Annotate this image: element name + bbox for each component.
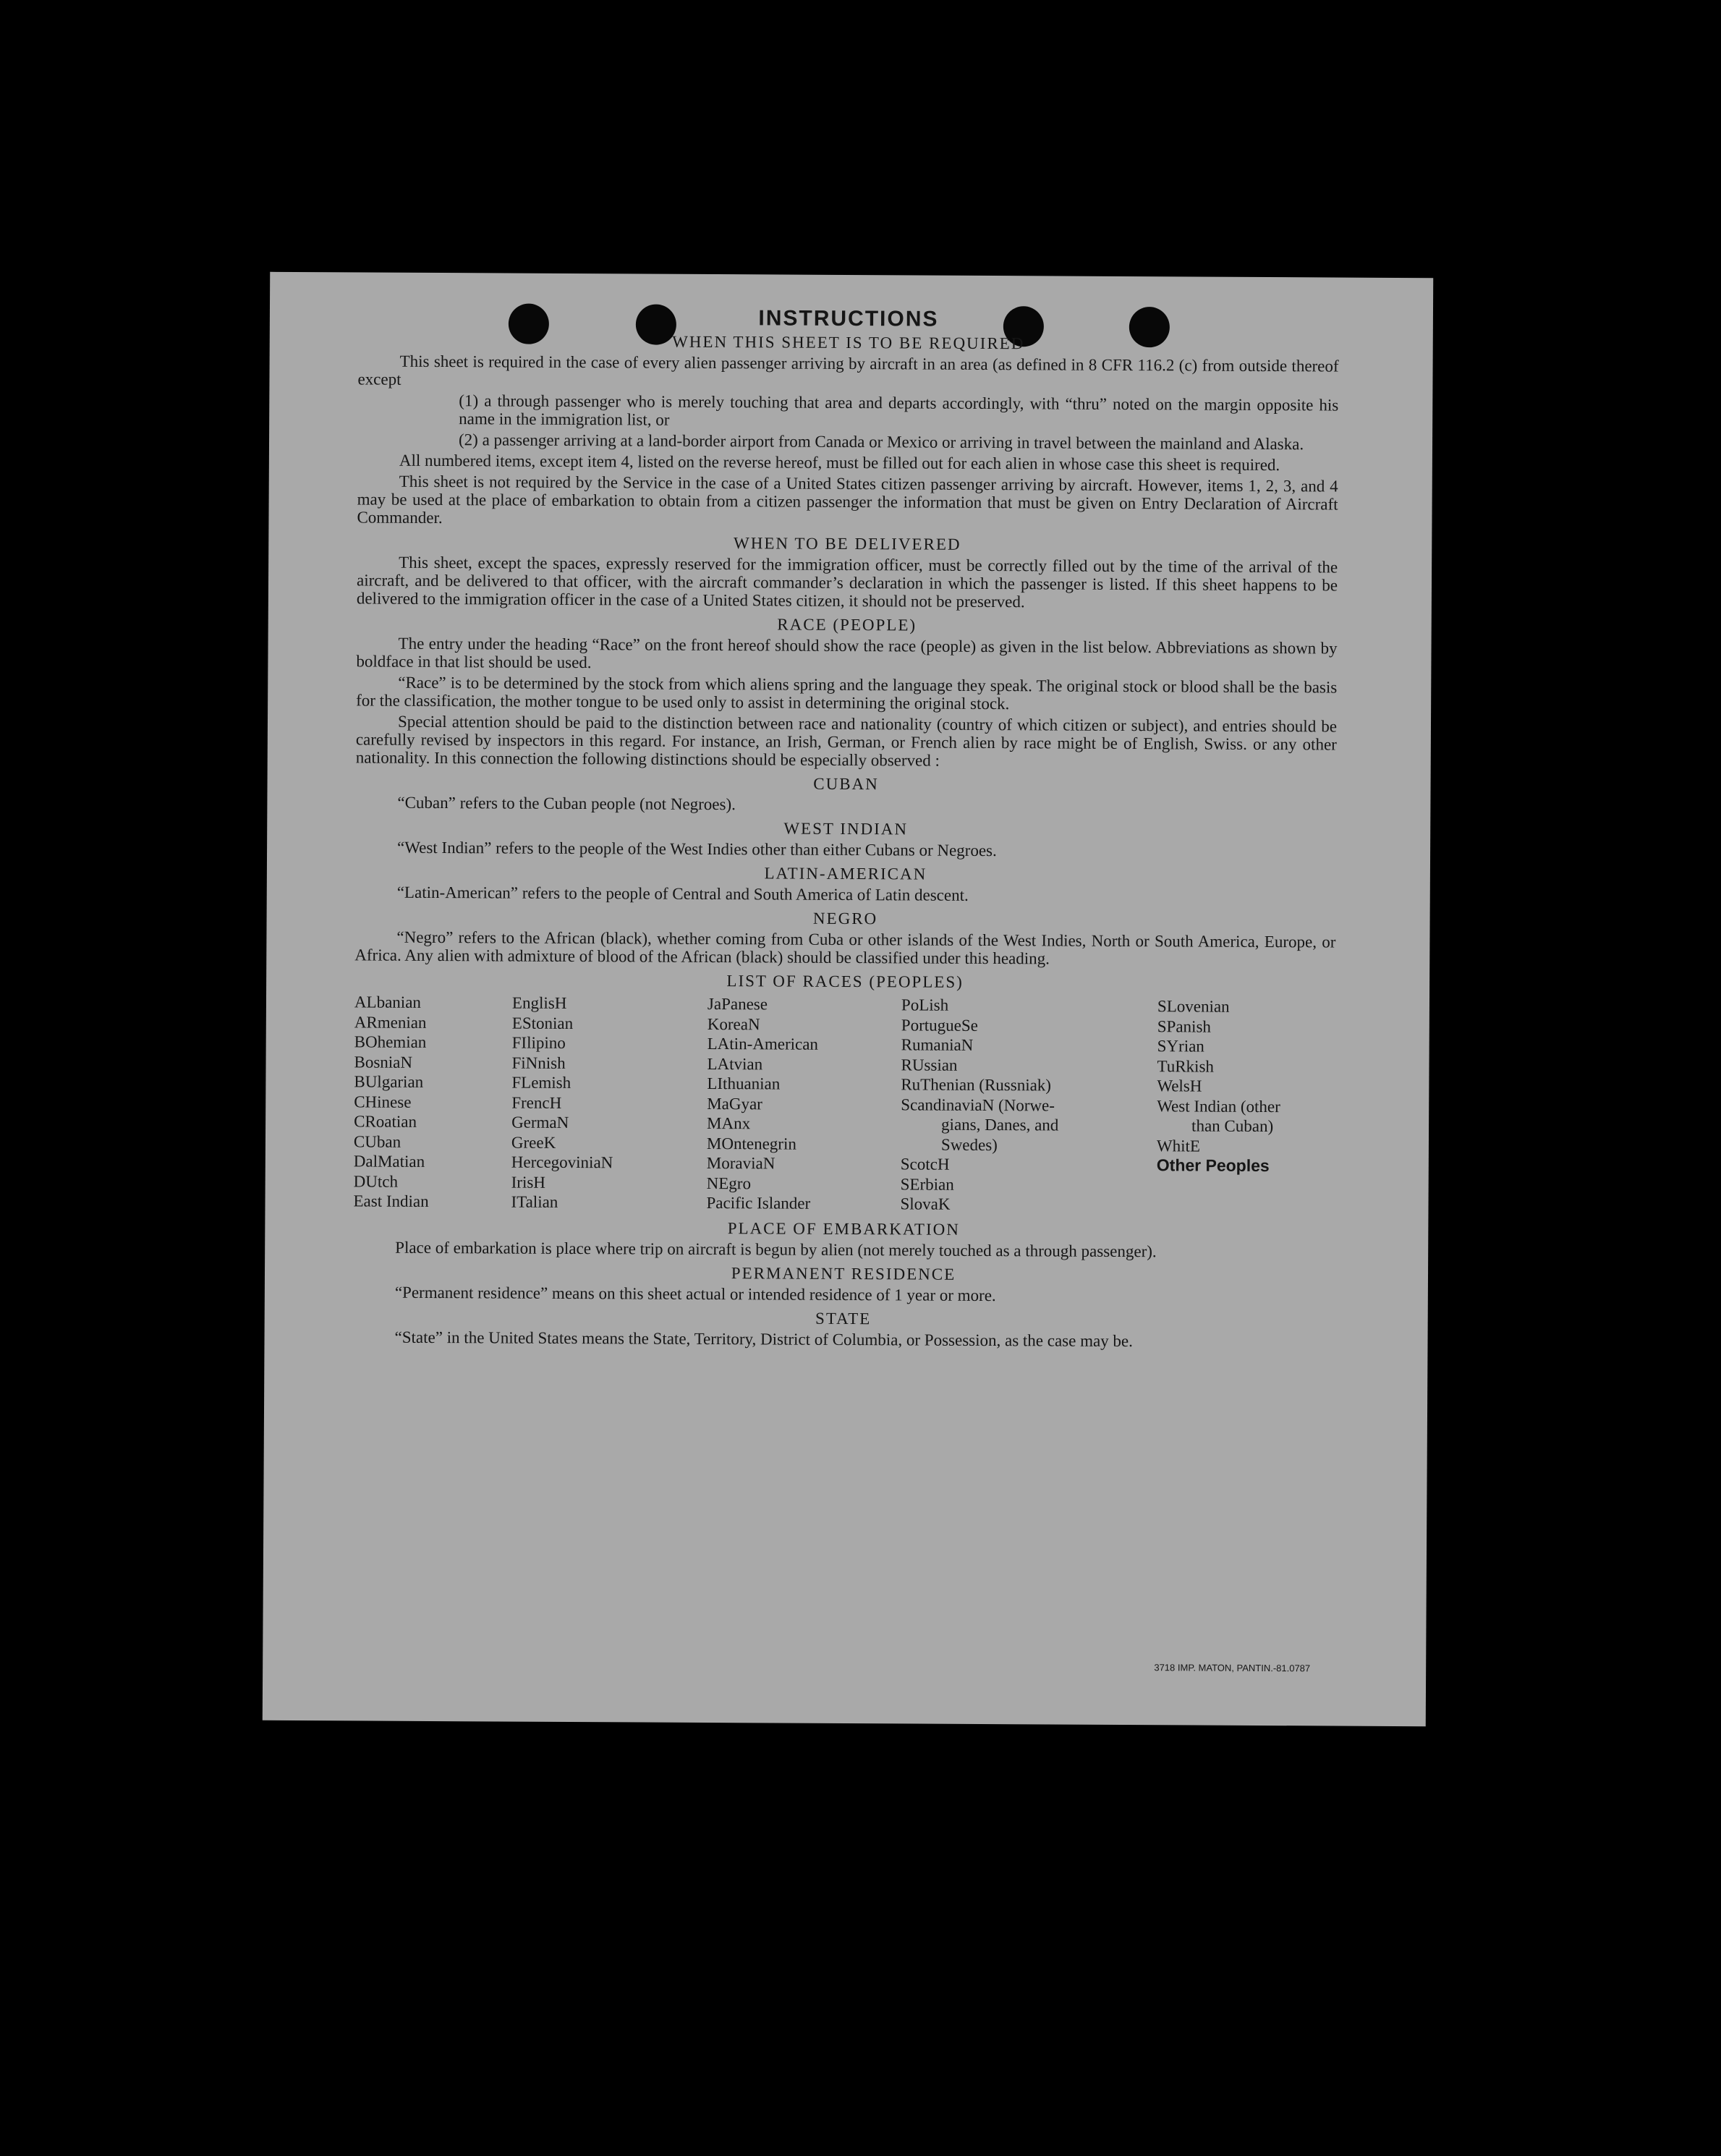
paragraph: Place of embarkation is place where trip on aircraft is begun by alien (not merely touched as a through passenger). — [395, 1238, 1157, 1260]
heading-latin-american: LATIN-AMERICAN — [764, 864, 927, 883]
paragraph: Special attention should be paid to the distinction between race and nationality (country of which citizen or subject), and entries should be carefully revised by inspectors in this regard. For instance, an Irish, German, or French alien by race might be of English, Swiss. or any other nationality. In this connection the following distinctions should be especially observed : — [355, 712, 1338, 770]
races-column — [511, 993, 707, 1213]
race-item: gians, Danes, and — [941, 1115, 1059, 1134]
race-item: ALbanian — [354, 993, 422, 1011]
race-item: ITalian — [511, 1192, 558, 1211]
race-item: SYrian — [1157, 1037, 1204, 1056]
race-item: RumaniaN — [901, 1035, 974, 1054]
race-item: GreeK — [511, 1133, 556, 1152]
heading-permanent-residence: PERMANENT RESIDENCE — [731, 1263, 956, 1283]
races-column — [706, 994, 901, 1214]
race-item: CUban — [353, 1132, 401, 1151]
race-item: IrisH — [511, 1173, 546, 1192]
paragraph: “State” in the United States means the State, Territory, District of Columbia, or Possession, as the case may be. — [394, 1328, 1133, 1350]
race-item: FrencH — [511, 1093, 562, 1112]
race-item: LAtin-American — [707, 1034, 819, 1053]
races-column — [900, 995, 1157, 1215]
race-item: ScandinaviaN (Norwe- — [901, 1095, 1055, 1114]
paragraph: This sheet is not required by the Service in the case of a United States citizen passenger arriving by aircraft. However, items 1, 2, 3, and 4 may be used at the place of embarkation to obtain from a citizen passenger the information that must be given on Entry Declaration of Aircraft Commander. — [357, 472, 1338, 527]
race-item: Other Peoples — [1156, 1155, 1270, 1176]
heading-state: STATE — [815, 1309, 872, 1328]
race-item: LIthuanian — [707, 1074, 781, 1093]
paragraph: This sheet is required in the case of every alien passenger arriving by aircraft in an area (as defined in 8 CFR 116.2 (c) from outside thereof except — [357, 352, 1339, 389]
race-item: PoLish — [901, 996, 949, 1014]
race-item: BUlgarian — [354, 1072, 424, 1091]
race-item: MoraviaN — [706, 1153, 775, 1173]
printer-imprint: 3718 IMP. MATON, PANTIN.-81.0787 — [1154, 1662, 1311, 1674]
race-item: RuThenian (Russniak) — [901, 1075, 1052, 1095]
race-item: TuRkish — [1157, 1056, 1215, 1076]
paragraph: This sheet, except the spaces, expressly reserved for the immigration officer, must be correctly filled out by the time of the arrival of the aircraft, and be delivered to that officer, with the aircraft commander’s declaration in which the passenger is listed. If this sheet happens to be delivered to the immigration officer in the case of a United States citizen, it should not be preserved. — [356, 553, 1338, 611]
race-item: East Indian — [353, 1192, 429, 1210]
race-item: WelsH — [1157, 1077, 1202, 1095]
paragraph: All numbered items, except item 4, listed on the reverse hereof, must be filled out for each alien in whose case this sheet is required. — [399, 451, 1280, 475]
race-item: EnglisH — [511, 993, 567, 1012]
paragraph: “Negro” refers to the African (black), whether coming from Cuba or other islands of the West Indies, North or South America, Europe, or Africa. Any alien with admixture of blood of the African (black) should be classified under this heading. — [354, 928, 1336, 968]
paragraph: “Latin-American” refers to the people of Central and South America of Latin descent. — [396, 883, 969, 904]
races-column — [353, 992, 512, 1212]
race-item: SlovaK — [900, 1194, 951, 1213]
race-item: HercegoviniaN — [511, 1153, 613, 1172]
list-item: (1) a through passenger who is merely touching that area and departs accordingly, with “thru” noted on the margin opposite his name in the immigration list, or — [459, 391, 1339, 429]
race-item: JaPanese — [707, 994, 768, 1014]
paragraph: The entry under the heading “Race” on the front hereof should show the race (people) as given in the list below. Abbreviations as shown by boldface in that list should be used. — [356, 634, 1338, 672]
race-item: West Indian (other — [1157, 1096, 1280, 1116]
race-item: NEgro — [706, 1174, 752, 1192]
race-item: BOhemian — [354, 1032, 427, 1051]
race-item: ScotcH — [900, 1155, 950, 1174]
race-item: WhitE — [1156, 1136, 1201, 1155]
race-item: SErbian — [900, 1174, 954, 1194]
race-item: CHinese — [354, 1092, 412, 1111]
race-item: FIlipino — [511, 1033, 566, 1052]
paragraph: “Permanent residence” means on this sheet actual or intended residence of 1 year or more. — [394, 1283, 996, 1304]
races-list — [353, 992, 1335, 1216]
heading-when-required: WHEN THIS SHEET IS TO BE REQUIRED — [672, 332, 1025, 353]
paragraph: “West Indian” refers to the people of the West Indies other than either Cubans or Negroes. — [397, 838, 997, 860]
race-item: FiNnish — [511, 1053, 566, 1072]
race-item: MAnx — [707, 1113, 751, 1133]
race-item: KoreaN — [707, 1014, 760, 1033]
race-item: PortugueSe — [901, 1015, 978, 1035]
heading-negro: NEGRO — [812, 909, 878, 928]
heading-cuban: CUBAN — [813, 774, 879, 794]
race-item: FLemish — [511, 1073, 571, 1092]
heading-race: RACE (PEOPLE) — [777, 615, 917, 635]
race-item: DUtch — [353, 1171, 399, 1191]
race-item: EStonian — [511, 1014, 574, 1032]
race-item: MaGyar — [707, 1094, 762, 1113]
race-item: SPanish — [1157, 1017, 1212, 1036]
page-title: INSTRUCTIONS — [758, 306, 939, 331]
race-item: BosniaN — [354, 1052, 413, 1071]
race-item: than Cuban) — [1191, 1116, 1274, 1136]
race-item: ARmenian — [354, 1012, 427, 1032]
race-item: SLovenian — [1157, 997, 1230, 1016]
race-item: CRoatian — [354, 1112, 417, 1131]
instruction-sheet — [263, 272, 1433, 1726]
heading-place-of-embarkation: PLACE OF EMBARKATION — [727, 1218, 960, 1239]
race-item: GermaN — [511, 1113, 569, 1132]
race-item: MOntenegrin — [706, 1134, 796, 1153]
race-item: Pacific Islander — [706, 1193, 811, 1213]
race-item: LAtvian — [707, 1054, 763, 1073]
race-item: RUssian — [901, 1055, 958, 1074]
race-item: DalMatian — [353, 1152, 425, 1171]
list-item: (2) a passenger arriving at a land-border airport from Canada or Mexico or arriving in travel between the mainland and Alaska. — [458, 430, 1304, 454]
heading-west-indian: WEST INDIAN — [783, 819, 909, 839]
paragraph: “Cuban” refers to the Cuban people (not Negroes). — [397, 793, 736, 814]
heading-list-of-races: LIST OF RACES (PEOPLES) — [726, 972, 964, 991]
heading-when-delivered: WHEN TO BE DELIVERED — [733, 534, 961, 553]
paragraph: “Race” is to be determined by the stock from which aliens spring and the language they speak. The original stock or blood shall be the basis for the classification, the mother tongue to be used only to assist in determining the original stock. — [356, 673, 1338, 713]
race-item: Swedes) — [940, 1135, 998, 1154]
races-column — [1156, 996, 1335, 1216]
sheet-content — [352, 300, 1339, 1354]
